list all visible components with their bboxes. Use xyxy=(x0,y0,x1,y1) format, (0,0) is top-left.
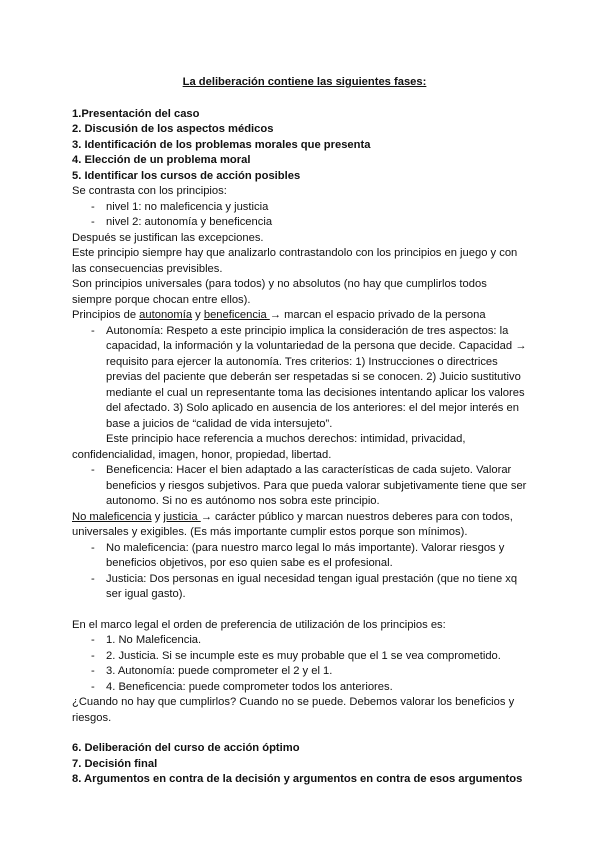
order-item-4: - 4. Beneficencia: puede comprometer todos los anteriores. xyxy=(72,680,527,696)
principle-analysis-text: Este principio siempre hay que analizarlo contrastandolo con los principios en juego y con las consecuencias previsibles. xyxy=(72,247,518,275)
order-item-2: - 2. Justicia. Si se incumple este es muy probable que el 1 se vea comprometido. xyxy=(72,649,527,665)
autonomy-item: - Autonomía: Respeto a este principio implica la consideración de tres aspectos: la capacidad, la información y la voluntariedad de la persona que decide. Capacidad → requisito para ejercer la autonomía. Tres criterios: 1) Instrucciones o directrices previas del paciente que deberán ser respetadas si se conocen. 2) Juicio sustitutivo mediante el cual un representante toma las decisiones intentando aplicar los valores del afectado. 3) Solo aplicado en ausencia de los anteriores: el del mejor interés en base a juicios de “calidad de vida intersujeto”. xyxy=(72,324,527,433)
order-item-1: - 1. No Maleficencia. xyxy=(72,633,527,649)
autonomia-term: autonomía xyxy=(139,309,193,321)
beneficence-item: - Beneficencia: Hacer el bien adaptado a las características de cada sujeto. Valorar beneficios y riesgos subjetivos. Para que pueda valorar subjetivamente tiene que ser autonomo. Si no es autónomo nos sobra este principio. xyxy=(72,463,527,510)
document-content xyxy=(72,75,527,788)
phase-6: 6. Deliberación del curso de acción óptimo xyxy=(72,742,300,754)
public-principles-text xyxy=(72,510,527,541)
phase-7: 7. Decisión final xyxy=(72,757,158,770)
document-title: La deliberación contiene las siguientes fases: xyxy=(182,76,427,88)
level-1-item: - nivel 1: no maleficencia y justicia xyxy=(72,200,527,216)
level-2-item: - nivel 2: autonomía y beneficencia xyxy=(72,215,527,231)
private-and: y xyxy=(192,309,204,321)
phase-8: 8. Argumentos en contra de la decisión y argumentos en contra de esos argumentos xyxy=(72,773,523,785)
private-prefix: Principios de xyxy=(72,309,140,321)
no-maleficence-item: - No maleficencia: (para nuestro marco legal lo más importante). Valorar riesgos y beneficios objetivos, por eso quien sabe es el profesional. xyxy=(72,541,527,572)
rights-text-first: Este principio hace referencia a muchos derechos: intimidad, privacidad, xyxy=(106,433,466,445)
public-and: y xyxy=(151,510,164,523)
private-principles-text xyxy=(72,308,527,324)
private-suffix: → marcan el espacio privado de la persona xyxy=(269,309,486,321)
phase-3: 3. Identificación de los problemas morales que presenta xyxy=(72,138,371,151)
spacer xyxy=(72,726,527,741)
spacer xyxy=(72,603,527,618)
public-suffix: → carácter público y marcan nuestros deberes para con todos, universales y exigibles. (Es más importante cumplir estos porque son mínimos). xyxy=(72,510,513,538)
no-maleficencia-term: No maleficencia xyxy=(72,510,152,523)
justicia-term: justicia xyxy=(163,510,201,523)
when-not-text: ¿Cuando no hay que cumplirlos? Cuando no se puede. Debemos valorar los beneficios y riesgos. xyxy=(72,696,515,724)
justice-item: - Justicia: Dos personas en igual necesidad tengan igual prestación (que no tiene xq ser igual gasto). xyxy=(72,572,527,603)
phase-1: 1.Presentación del caso xyxy=(72,107,200,120)
contrast-text: Se contrasta con los principios: xyxy=(72,185,227,197)
beneficencia-term: beneficencia xyxy=(203,309,270,321)
exceptions-text: Después se justifican las excepciones. xyxy=(72,231,264,244)
phase-4: 4. Elección de un problema moral xyxy=(72,154,251,166)
legal-order-text: En el marco legal el orden de preferencia de utilización de los principios es: xyxy=(72,618,446,631)
rights-text-rest: confidencialidad, imagen, honor, propiedad, libertad. xyxy=(72,448,332,461)
universal-text: Son principios universales (para todos) y no absolutos (no hay que cumplirlos todos siempre porque chocan entre ellos). xyxy=(72,278,487,306)
phase-2: 2. Discusión de los aspectos médicos xyxy=(72,123,274,135)
order-item-3: - 3. Autonomía: puede comprometer el 2 y el 1. xyxy=(72,664,527,680)
phase-5: 5. Identificar los cursos de acción posibles xyxy=(72,169,301,182)
